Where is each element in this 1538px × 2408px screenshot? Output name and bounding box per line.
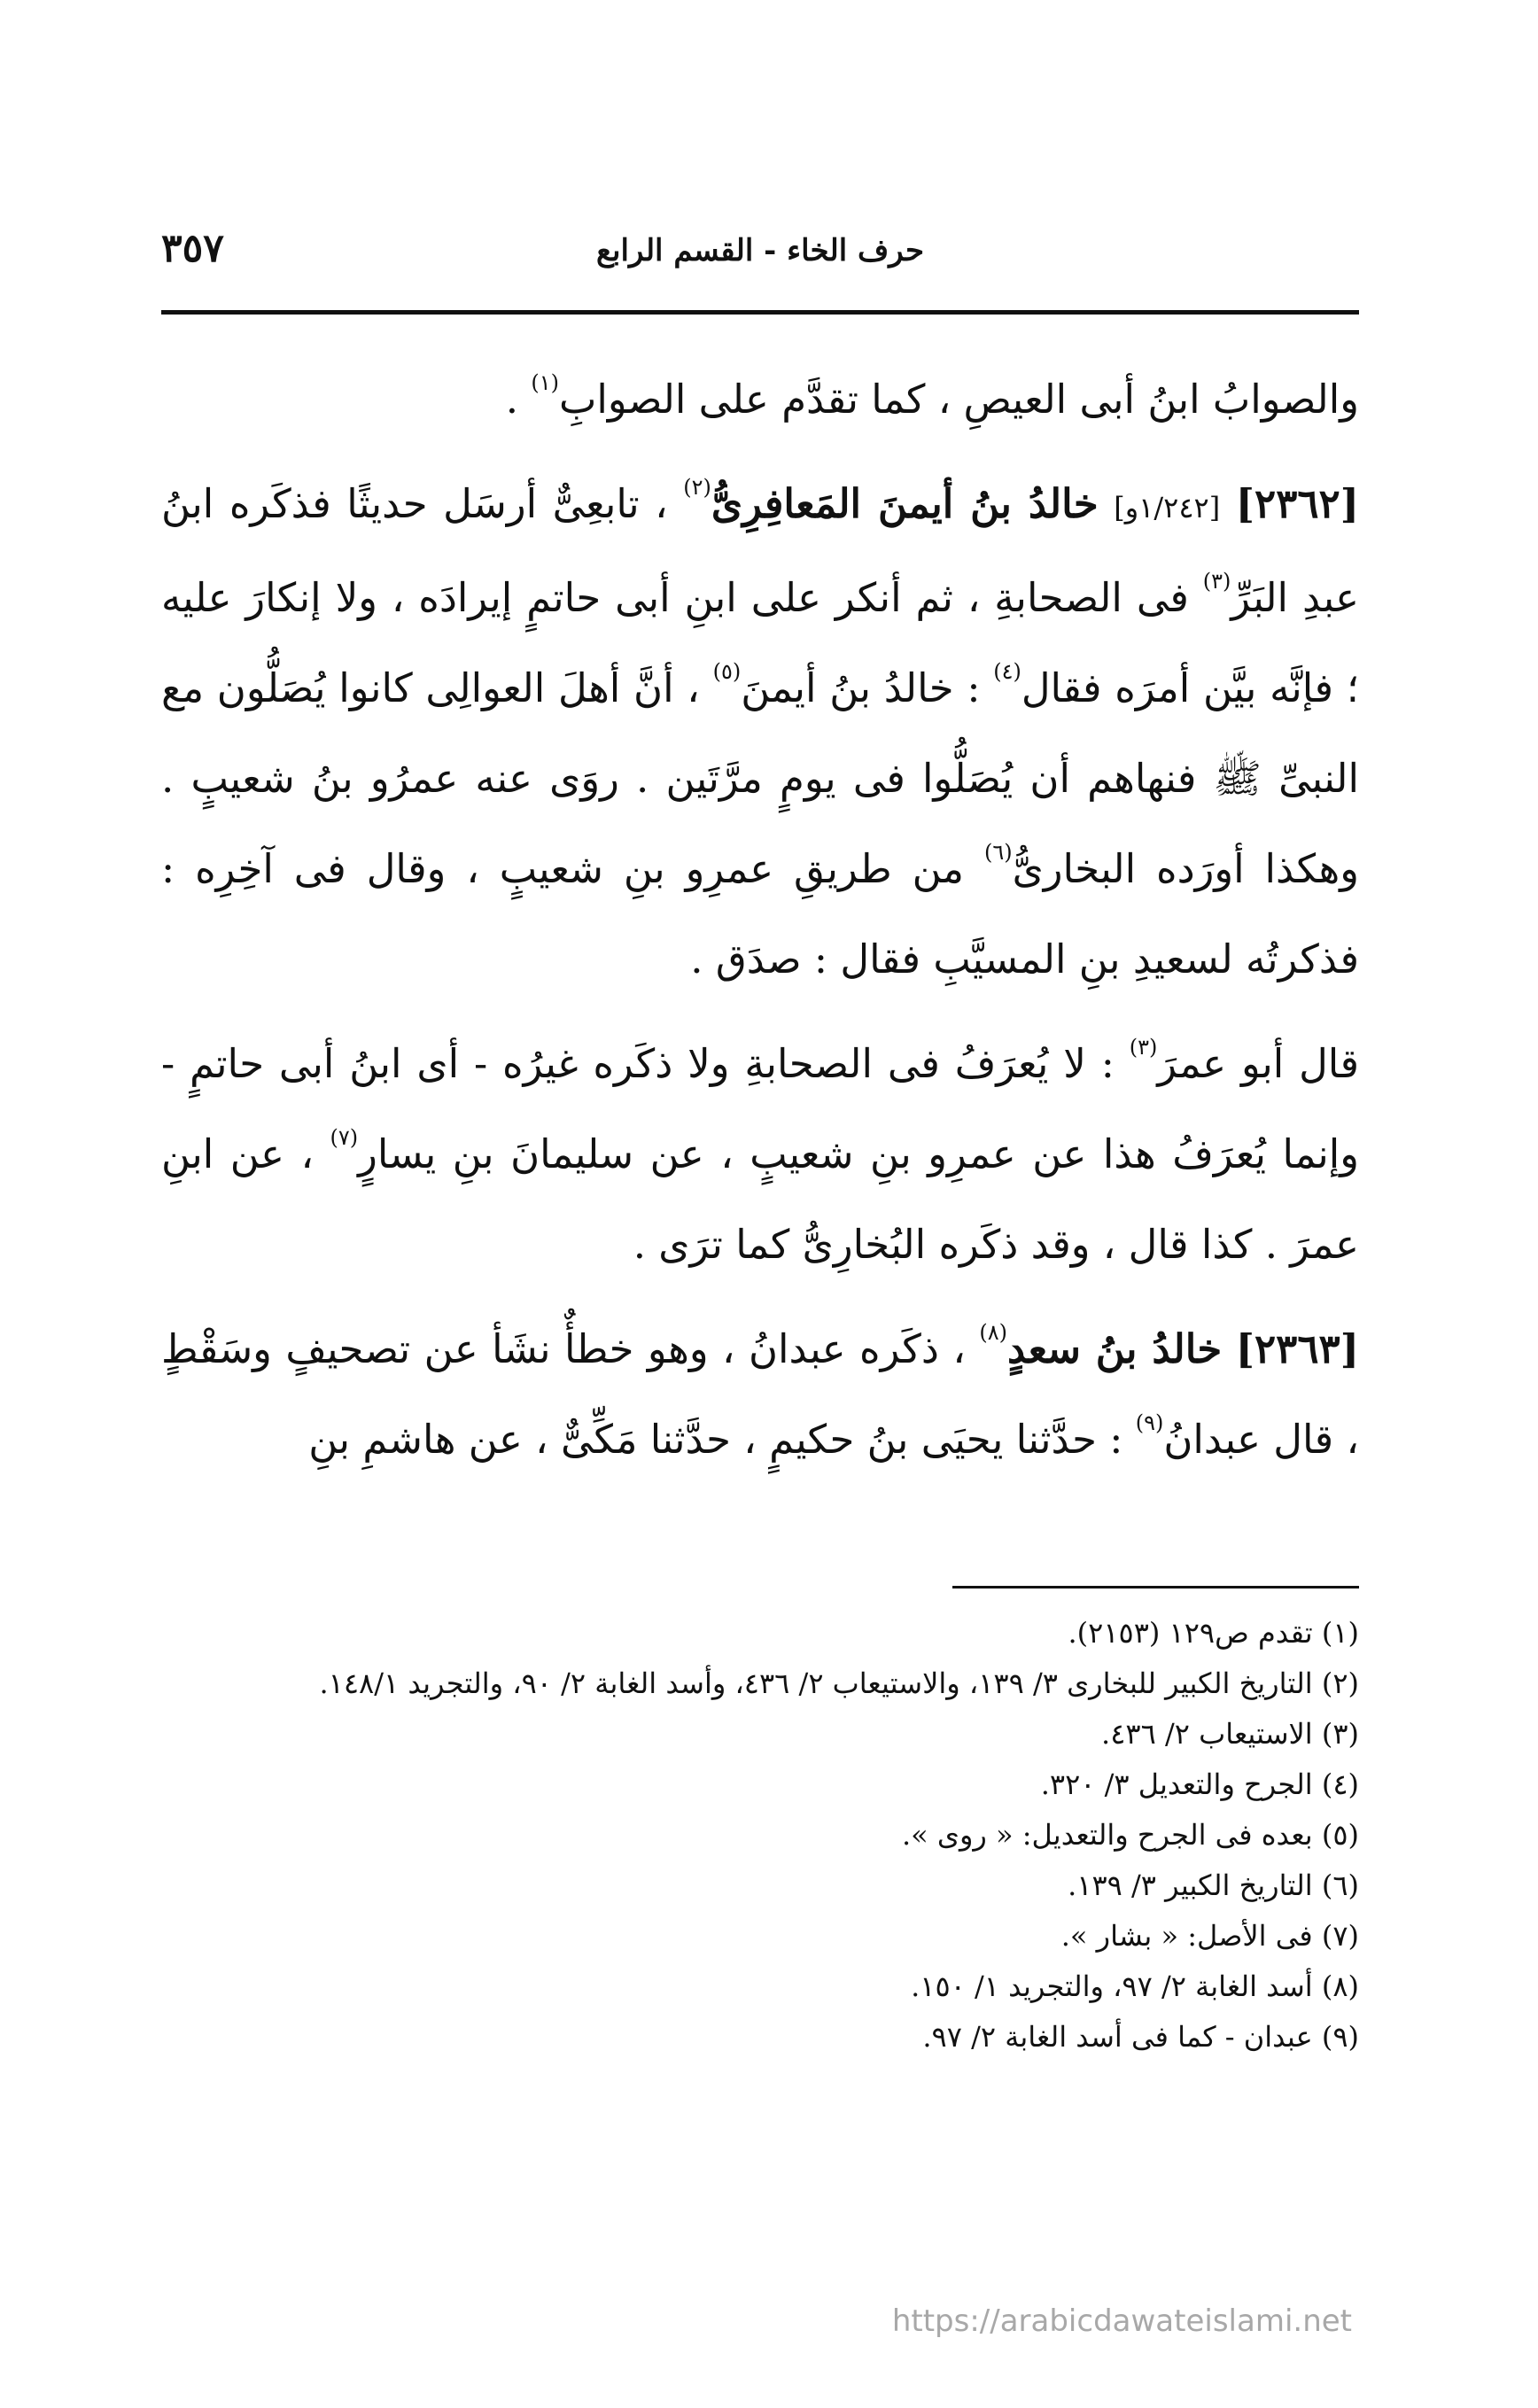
page-number: ٣٥٧ [161,226,224,271]
footnote-rule [952,1586,1359,1589]
footnotes [161,1608,1359,2062]
footnote-6: (٦) التاريخ الكبير ٣/ ١٣٩. [1068,1868,1359,1902]
footnote-1: (١) تقدم ص١٢٩ (٢١٥٣). [1068,1616,1359,1650]
header-rule [161,310,1359,315]
footnote-2: (٢) التاريخ الكبير للبخارى ٣/ ١٣٩، والاستيعاب ٢/ ٤٣٦، وأسد الغابة ٢/ ٩٠، والتجريد ١٤٨/١. [319,1666,1359,1700]
running-title: حرف الخاء - القسم الرابع [595,233,925,268]
footnote-ref-8: (٨) [979,1320,1007,1345]
main-text [161,354,1359,1499]
footnote-5: (٥) بعده فى الجرح والتعديل: « روى ». [901,1818,1359,1852]
page-header [161,226,1359,288]
footnote-ref-3: (٣) [1202,569,1231,594]
marginal-reference: [١/٢٤٢و] [1114,491,1221,524]
paragraph-entry-2363 [161,1304,1359,1485]
p1-end: . [505,376,532,423]
entry-name: خالدُ بنُ أيمنَ المَعافِرِىُّ [711,480,1099,527]
footnote-9: (٩) عبدان - كما فى أسد الغابة ٢/ ٩٧. [922,2020,1359,2054]
p4-text-1: ، ذكَره عبدانُ ، وهو خطأٌ نشَأ عن تصحيفٍ وسَقْطٍ ، قال عبدانُ [161,1325,1359,1463]
footnote-ref-1: (١) [531,370,559,395]
entry-name-2: خالدُ بنُ سعدٍ [1006,1325,1223,1372]
footnote-ref-6: (٦) [983,840,1013,865]
p3-text-1: قال أبو عمرَ [1157,1040,1359,1087]
paragraph-3 [161,1019,1359,1290]
p2-text-2: فى الصحابةِ ، ثم أنكر على ابنِ أبى حاتمٍ إيرادَه ، ولا إنكارَ عليه ؛ فإنَّه بيَّن أمرَه فقال [161,574,1359,711]
p1-text: والصوابُ ابنُ أبى العيصِ ، كما تقدَّم على الصوابِ [558,376,1359,423]
footnote-ref-5: (٥) [712,659,742,684]
paragraph-entry-2362 [161,459,1359,1005]
entry-number-2: [٢٣٦٣] [1235,1325,1359,1372]
footnote-ref-3b: (٣) [1129,1035,1158,1060]
footnote-ref-2: (٢) [683,475,711,500]
p3-text-2: : لا يُعرَفُ فى الصحابةِ ولا ذكَره غيرُه - أى ابنُ أبى حاتمٍ - وإنما يُعرَفُ هذا عن عمرِو بنِ شعيبٍ ، عن سليمانَ بنِ يسارٍ [161,1040,1359,1177]
footnote-ref-4: (٤) [993,659,1021,684]
p2-text-4: ، أنَّ أهلَ العوالِى كانوا يُصَلُّون مع النبىِّ ﷺ فنهاهم أن يُصَلُّوا فى يومٍ مرَّتَين . روَى عنه عمرُو بنُ شعيبٍ . وهكذا أورَده البخارىُّ [161,664,1359,892]
footnote-7: (٧) فى الأصل: « بشار ». [1060,1919,1359,1953]
p2-text-5: من طريقِ عمرِو بنِ شعيبٍ ، وقال فى آخِرِه : فذكرتُه لسعيدِ بنِ المسيَّبِ فقال : صدَق . [161,845,1359,983]
watermark-url: https://arabicdawateislami.net [891,2303,1352,2339]
p3-text-3: ، عن ابنِ عمرَ . كذا قال ، وقد ذكَره البُخارِىُّ كما ترَى . [161,1130,1359,1268]
footnote-4: (٤) الجرح والتعديل ٣/ ٣٢٠. [1040,1767,1359,1801]
p2-text-3: : خالدُ بنُ أيمنَ [741,664,994,711]
footnote-ref-7: (٧) [330,1125,359,1150]
p4-text-2: : حدَّثنا يحيَى بنُ حكيمٍ ، حدَّثنا مَكِّىٌّ ، عن هاشمِ بنِ [308,1416,1136,1463]
footnote-8: (٨) أسد الغابة ٢/ ٩٧، والتجريد ١/ ١٥٠. [911,1969,1359,2003]
footnote-ref-9: (٩) [1135,1410,1164,1435]
paragraph-1 [161,354,1359,445]
footnote-3: (٣) الاستيعاب ٢/ ٤٣٦. [1101,1717,1359,1751]
entry-number: [٢٣٦٢] [1235,480,1360,527]
p2-text-1: ، تابعِىٌّ أرسَل حديثًا فذكَره ابنُ عبدِ البَرِّ [161,480,1359,621]
